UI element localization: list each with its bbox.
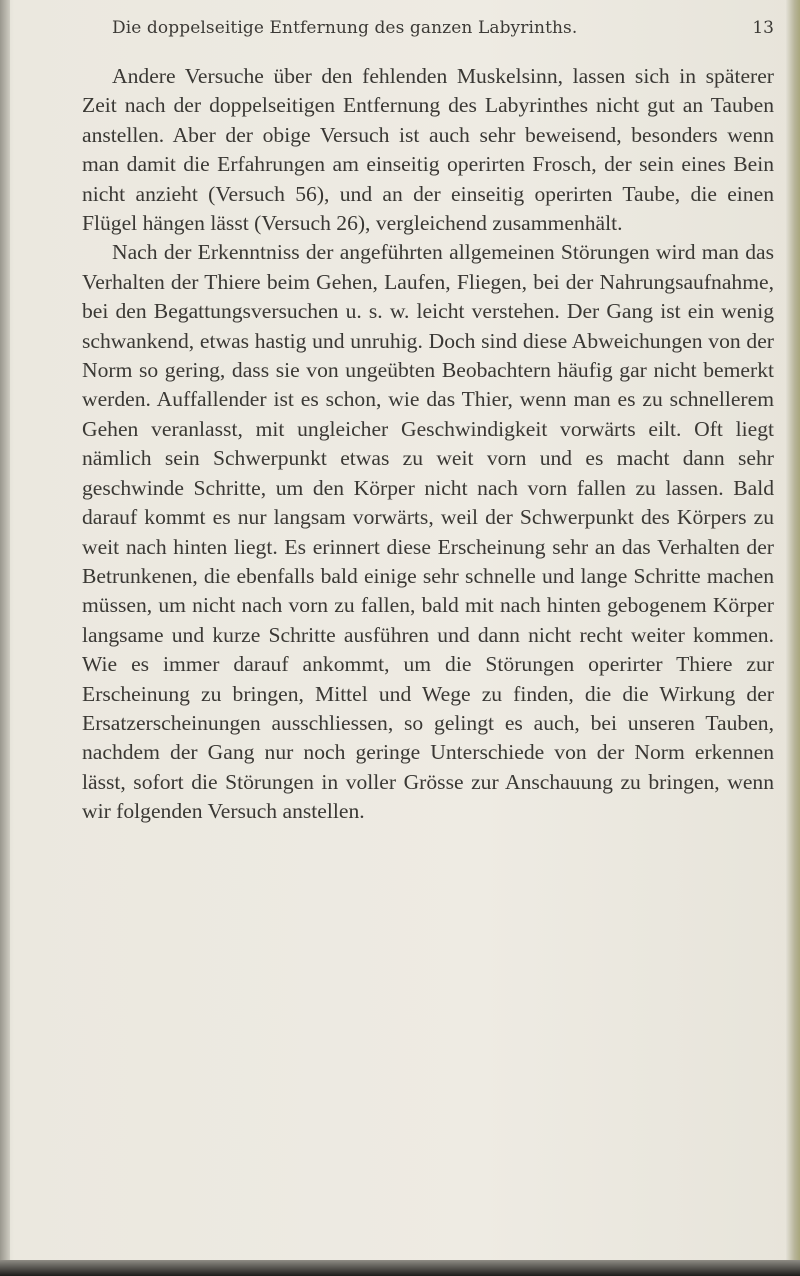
paragraph-2: Nach der Erkenntniss der angeführten allgemeinen Störungen wird man das Verhalten der Thiere beim Gehen, Laufen, Fliegen, bei der Nahrungsaufnahme, bei den Begattungsversuchen u. s. w. leicht verstehen. Der Gang ist ein wenig schwankend, etwas hastig und unruhig. Doch sind diese Abweichungen von der Norm so gering, dass sie von ungeübten Beobachtern häufig gar nicht bemerkt werden. Auffallender ist es schon, wie das Thier, wenn man es zu schnellerem Gehen veranlasst, mit ungleicher Geschwindigkeit vorwärts eilt. Oft liegt nämlich sein Schwerpunkt etwas zu weit vorn und es macht dann sehr geschwinde Schritte, um den Körper nicht nach vorn fallen zu lassen. Bald darauf kommt es nur langsam vorwärts, weil der Schwerpunkt des Körpers zu weit nach hinten liegt. Es erinnert diese Erscheinung sehr an das Verhalten der Betrunkenen, die ebenfalls bald einige sehr schnelle und lange Schritte machen müssen, um nicht nach vorn zu fallen, bald mit nach hinten gebogenem Körper langsame und kurze Schritte ausführen und dann nicht recht weiter kommen. Wie es immer darauf ankommt, um die Störungen operirter Thiere zur Erscheinung zu bringen, Mittel und Wege zu finden, die die Wirkung der Ersatzerscheinungen ausschliessen, so gelingt es auch, bei unseren Tauben, nachdem der Gang nur noch geringe Unterschiede von der Norm erkennen lässt, sofort die Störungen in voller Grösse zur Anschauung zu bringen, wenn wir folgenden Versuch anstellen. [82, 240, 774, 824]
body-text [82, 62, 774, 827]
page-right-edge [786, 0, 800, 1276]
running-title: Die doppelseitige Entfernung des ganzen Labyrinths. [112, 18, 578, 38]
running-head [112, 18, 774, 48]
page-left-edge [0, 0, 10, 1276]
page-bottom-edge [0, 1260, 800, 1276]
paragraph-1: Andere Versuche über den fehlenden Muskelsinn, lassen sich in späterer Zeit nach der doppelseitigen Entfernung des Labyrinthes nicht gut an Tauben anstellen. Aber der obige Versuch ist auch sehr beweisend, besonders wenn man damit die Erfahrungen am einseitig operirten Frosch, der sein eines Bein nicht anzieht (Versuch 56), und an der einseitig operirten Taube, die einen Flügel hängen lässt (Versuch 26), vergleichend zusammenhält. [82, 64, 774, 236]
page-number: 13 [752, 18, 774, 38]
